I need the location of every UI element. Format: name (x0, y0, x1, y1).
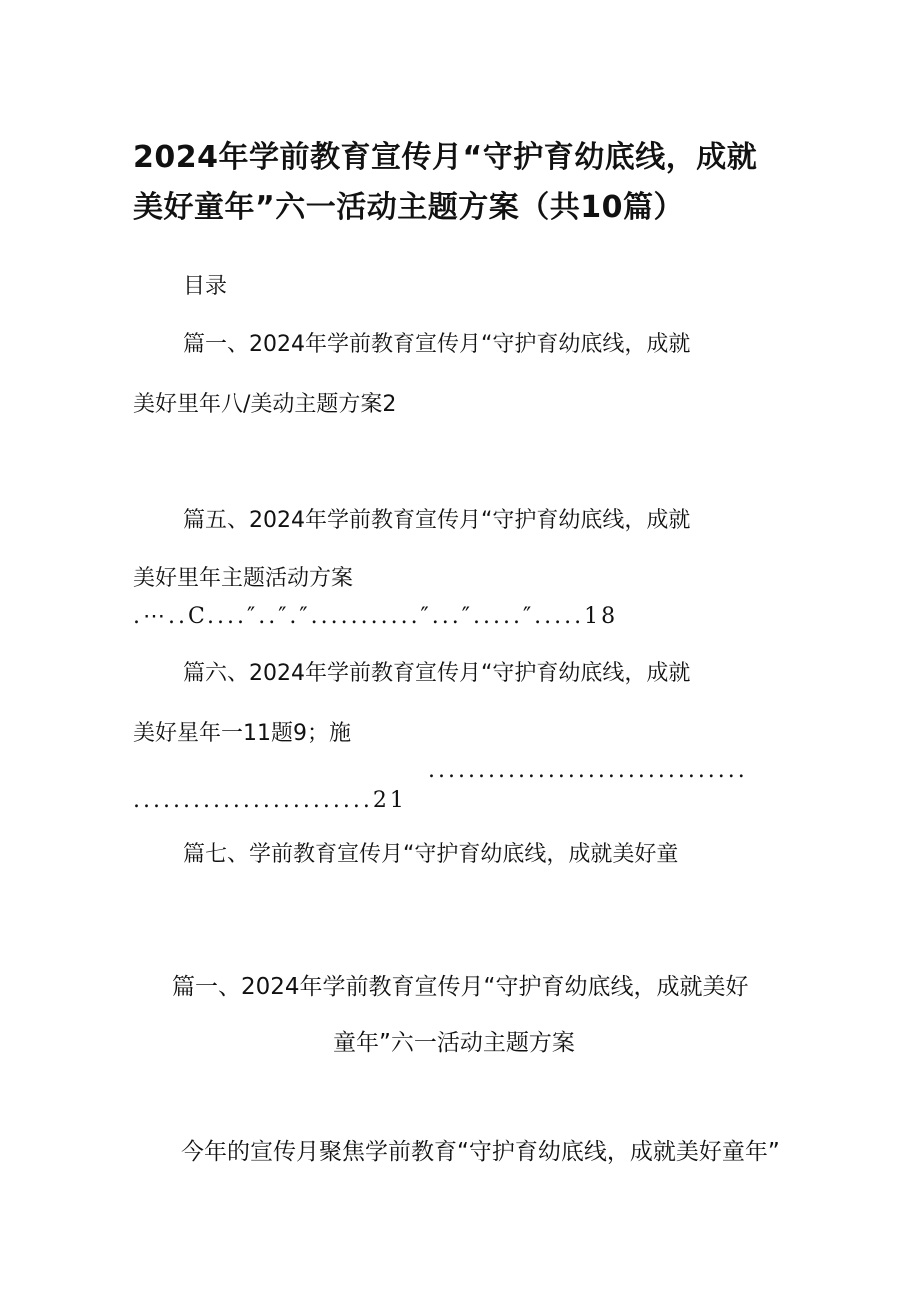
section-title-line-2: 童年”六一活动主题方案 (333, 1030, 575, 1056)
toc-entry-3-line-1[interactable]: 篇六、2024年学前教育宣传月“守护育幼底线，成就 (183, 661, 691, 686)
paragraph-opening: 今年的宣传月聚焦学前教育“守护育幼底线，成就美好童年” (181, 1139, 780, 1165)
document-title-line-2: 美好童年”六一活动主题方案（共10篇） (133, 190, 684, 225)
section-title-line-1: 篇一、2024年学前教育宣传月“守护育幼底线，成就美好 (172, 974, 749, 1000)
toc-entry-3-page-number: ........................21 (133, 788, 407, 813)
toc-entry-1-line-1[interactable]: 篇一、2024年学前教育宣传月“守护育幼底线，成就 (183, 332, 691, 357)
toc-entry-2-line-2[interactable]: 美好里年主题活动方案 (133, 566, 354, 591)
document-title-line-1: 2024年学前教育宣传月“守护育幼底线，成就 (133, 140, 758, 175)
toc-entry-3-line-2[interactable]: 美好星年一11题9；施 (133, 721, 351, 746)
toc-entry-1-line-2[interactable]: 美好里年八/美动主题方案2 (133, 392, 397, 417)
toc-entry-2-dot-leader: .⋯..C....″..″.″...........″...″.....″.....18 (133, 604, 619, 629)
toc-heading: 目录 (183, 274, 228, 299)
toc-entry-3-dot-leader: ................................ (428, 758, 748, 783)
toc-entry-2-line-1[interactable]: 篇五、2024年学前教育宣传月“守护育幼底线，成就 (183, 508, 691, 533)
toc-entry-4-line-1[interactable]: 篇七、学前教育宣传月“守护育幼底线，成就美好童 (183, 842, 679, 867)
